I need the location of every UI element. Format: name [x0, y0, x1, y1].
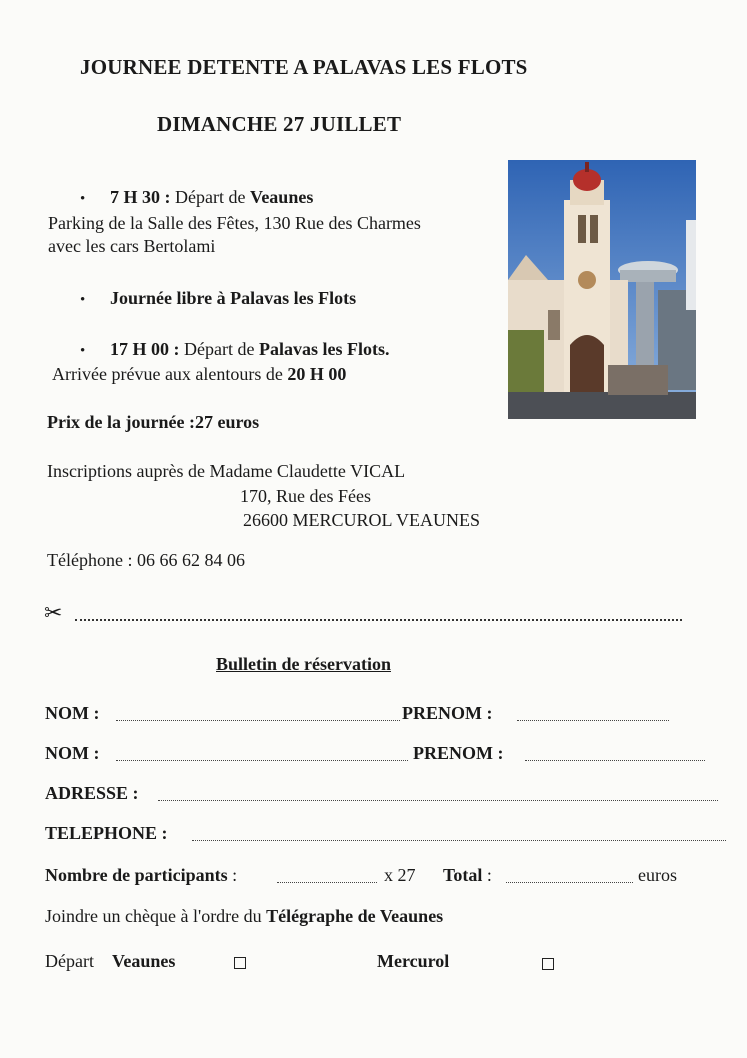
schedule-item-1: • 7 H 30 : Départ de Veaunes	[80, 187, 314, 207]
nom-label-1: NOM :	[45, 703, 100, 723]
registration-intro: Inscriptions auprès de Madame Claudette VICAL	[47, 461, 406, 481]
price-multiplier: x 27	[384, 865, 416, 885]
total-label: Total :	[443, 865, 492, 885]
document-title: JOURNEE DETENTE A PALAVAS LES FLOTS	[80, 55, 528, 79]
bullet-icon: •	[80, 292, 86, 308]
adresse-label: ADRESSE :	[45, 783, 139, 803]
checkbox-veaunes[interactable]	[234, 957, 246, 969]
checkbox-mercurol[interactable]	[542, 958, 554, 970]
event-date: DIMANCHE 27 JUILLET	[157, 112, 402, 136]
schedule-item-3: • 17 H 00 : Départ de Palavas les Flots.	[80, 339, 390, 359]
church-photo	[508, 160, 696, 419]
schedule-item-1-detail-2: avec les cars Bertolami	[48, 236, 216, 256]
option-mercurol-label: Mercurol	[377, 951, 450, 971]
prenom-field-2[interactable]	[525, 760, 705, 761]
depart-label: Départ	[45, 951, 94, 971]
bullet-icon: •	[80, 343, 86, 359]
telephone-label: TELEPHONE :	[45, 823, 168, 843]
cut-line	[44, 602, 62, 625]
total-field[interactable]	[506, 882, 633, 883]
nom-field-2[interactable]	[116, 760, 408, 761]
registration-street: 170, Rue des Fées	[240, 486, 371, 506]
contact-phone: Téléphone : 06 66 62 84 06	[47, 550, 245, 570]
nom-field-1[interactable]	[116, 720, 400, 721]
form-heading: Bulletin de réservation	[216, 654, 391, 674]
registration-city: 26600 MERCUROL VEAUNES	[243, 510, 481, 530]
schedule-item-1-detail-1: Parking de la Salle des Fêtes, 130 Rue des Charmes	[48, 213, 421, 233]
prenom-field-1[interactable]	[517, 720, 669, 721]
prenom-label-2: PRENOM :	[413, 743, 504, 763]
nom-label-2: NOM :	[45, 743, 100, 763]
adresse-field[interactable]	[158, 800, 718, 801]
participants-label: Nombre de participants :	[45, 865, 238, 885]
option-veaunes-label: Veaunes	[112, 951, 176, 971]
participants-field[interactable]	[277, 882, 377, 883]
cut-dotted-line	[75, 619, 682, 621]
bullet-icon: •	[80, 191, 86, 207]
schedule-item-2: • Journée libre à Palavas les Flots	[80, 288, 357, 308]
scissors-icon: ✂	[44, 600, 63, 625]
currency-label: euros	[638, 865, 677, 885]
cheque-instruction: Joindre un chèque à l'ordre du Télégraphe de Veaunes	[45, 906, 444, 926]
prenom-label-1: PRENOM :	[402, 703, 493, 723]
price: Prix de la journée :27 euros	[47, 412, 260, 432]
telephone-field[interactable]	[192, 840, 726, 841]
schedule-item-3-arrival: Arrivée prévue aux alentours de 20 H 00	[52, 364, 347, 384]
church-photo-illustration	[508, 160, 696, 419]
